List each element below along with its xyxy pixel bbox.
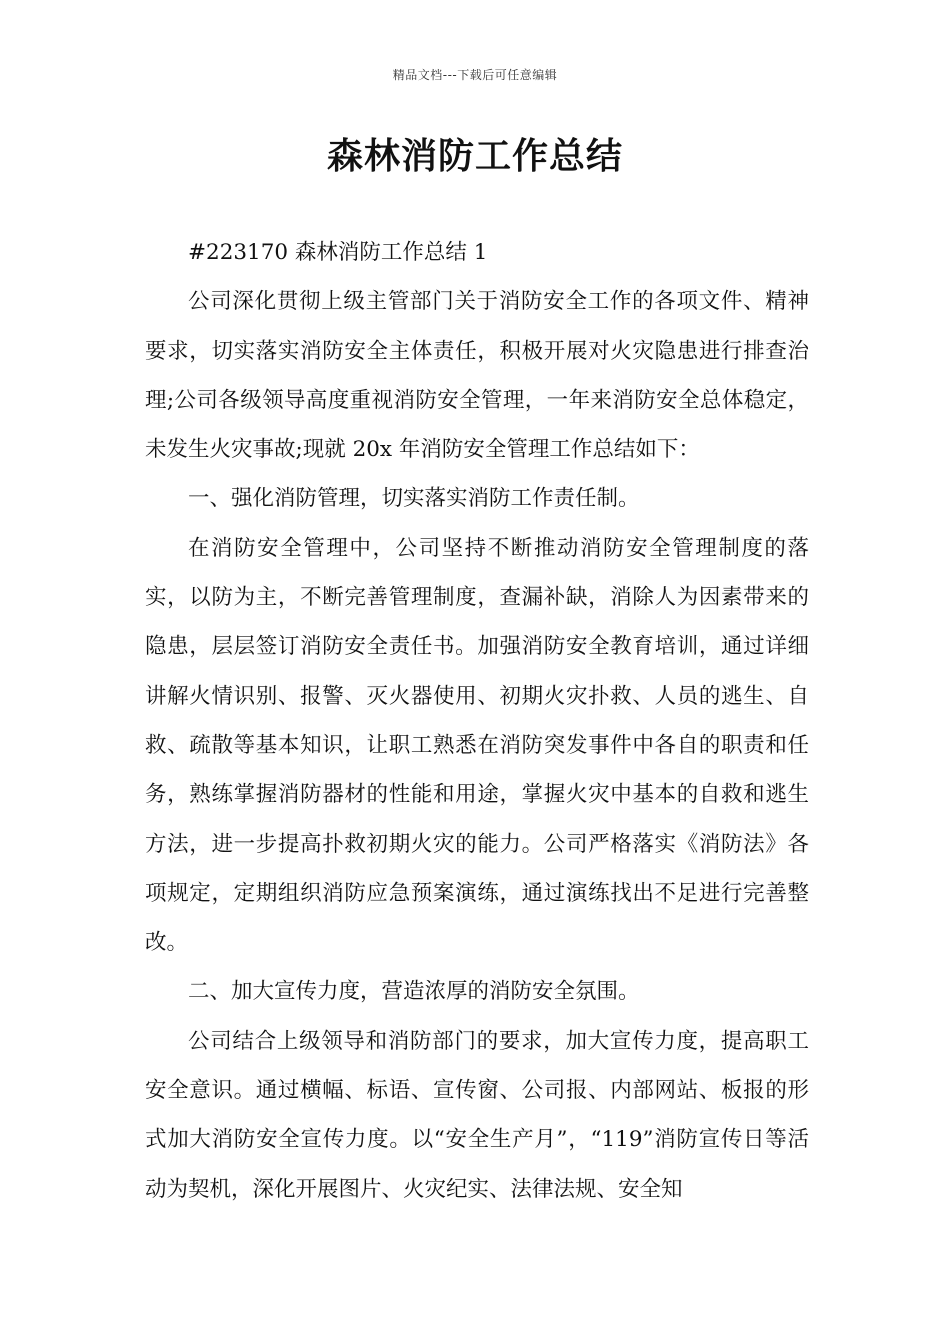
section-1-paragraph: 在消防安全管理中，公司坚持不断推动消防安全管理制度的落实，以防为主，不断完善管理制度，查漏补缺，消除人为因素带来的隐患，层层签订消防安全责任书。加强消防安全教育培训，通过详细讲解火情识别、报警、灭火器使用、初期火灾扑救、人员的逃生、自救、疏散等基本知识，让职工熟悉在消防突发事件中各自的职责和任务，熟练掌握消防器材的性能和用途，掌握火灾中基本的自救和逃生方法，进一步提高扑救初期火灾的能力。公司严格落实《消防法》各项规定，定期组织消防应急预案演练，通过演练找出不足进行完善整改。 bbox=[145, 535, 809, 956]
intro-paragraph: 公司深化贯彻上级主管部门关于消防安全工作的各项文件、精神要求，切实落实消防安全主体责任，积极开展对火灾隐患进行排查治理;公司各级领导高度重视消防安全管理，一年来消防安全总体稳定，未发生火灾事故;现就 20x 年消防安全管理工作总结如下： bbox=[145, 289, 809, 463]
section-heading-2: 二、加大宣传力度，营造浓厚的消防安全氛围。 bbox=[188, 979, 640, 1005]
doc-id-line: #223170 森林消防工作总结 1 bbox=[188, 240, 488, 265]
header-note: 精品文档---下载后可任意编辑 bbox=[392, 68, 558, 82]
document-title: 森林消防工作总结 bbox=[326, 136, 623, 177]
section-heading-1: 一、强化消防管理，切实落实消防工作责任制。 bbox=[188, 486, 640, 512]
section-2-paragraph: 公司结合上级领导和消防部门的要求，加大宣传力度，提高职工安全意识。通过横幅、标语、宣传窗、公司报、内部网站、板报的形式加大消防安全宣传力度。以“安全生产月”，“119”消防宣传日等活动为契机，深化开展图片、火灾纪实、法律法规、安全知 bbox=[145, 1028, 809, 1202]
document-body bbox=[145, 228, 809, 1214]
